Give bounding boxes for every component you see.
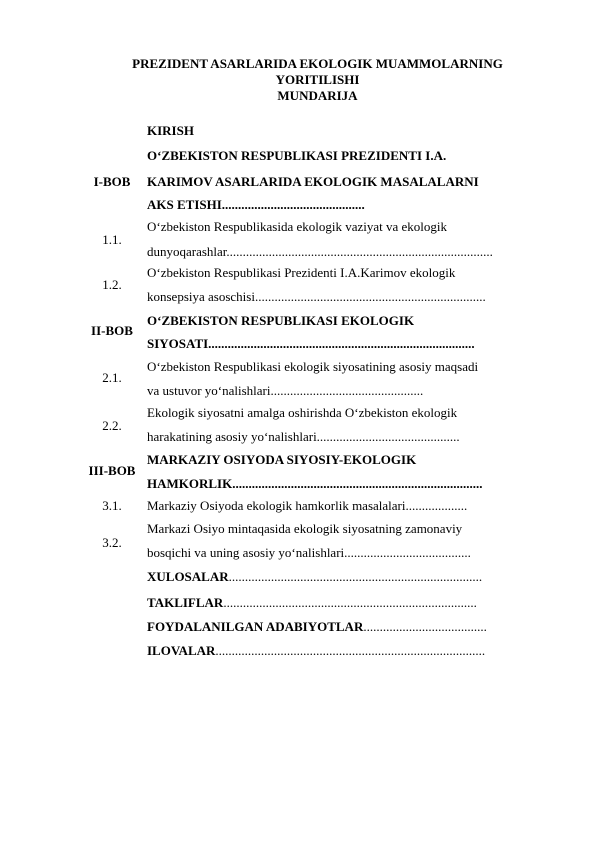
toc-bob2-line2: SIYOSATI..................................................................................: [147, 336, 475, 351]
toc-section-3-1-line1: Markaziy Osiyoda ekologik hamkorlik masalalari...................: [147, 498, 468, 513]
toc-section-2-1-line1: O‘zbekiston Respublikasi ekologik siyosatining asosiy maqsadi: [147, 359, 479, 374]
document-header: [90, 56, 545, 104]
toc-ilovalar: [147, 643, 485, 659]
toc-foydalanilgan-label: FOYDALANILGAN ADABIYOTLAR: [147, 619, 364, 634]
toc-section-1-1-line1: O‘zbekiston Respublikasida ekologik vaziyat va ekologik: [147, 219, 448, 234]
toc-section-1-2-number: 1.2.: [102, 277, 122, 292]
toc-bob1-line1: O‘ZBEKISTON RESPUBLIKASI PREZIDENTI I.A.: [147, 148, 447, 163]
toc-takliflar-label: TAKLIFLAR: [147, 595, 224, 610]
toc-xulosalar-label: XULOSALAR: [147, 569, 229, 584]
toc-bob2-line1: O‘ZBEKISTON RESPUBLIKASI EKOLOGIK: [147, 313, 415, 328]
toc-bob1-number: I-BOB: [93, 174, 131, 189]
toc-section-1-1-line2: dunyoqarashlar..................................................................................: [147, 244, 493, 259]
toc-ilovalar-label: ILOVALAR: [147, 643, 216, 658]
title-line-1: PREZIDENT ASARLARIDA EKOLOGIK MUAMMOLARNING: [132, 56, 503, 71]
title-line-2: YORITILISHI: [275, 72, 360, 87]
toc-xulosalar-dots: ..............................................................................: [228, 569, 483, 584]
toc-section-2-2-line1: Ekologik siyosatni amalga oshirishda O‘zbekiston ekologik: [147, 405, 458, 420]
toc-ilovalar-dots: ...................................................................................: [215, 643, 486, 658]
toc-section-3-1-number: 3.1.: [102, 498, 122, 513]
toc-foydalanilgan-dots: ......................................: [363, 619, 487, 634]
toc-xulosalar: [147, 569, 482, 585]
toc-bob3-line1: MARKAZIY OSIYODA SIYOSIY-EKOLOGIK: [147, 452, 417, 467]
toc-section-1-1-number: 1.1.: [102, 232, 122, 247]
toc-section-2-2-number: 2.2.: [102, 418, 122, 433]
toc-section-1-2-line2: konsepsiya asoschisi.......................................................................: [147, 289, 486, 304]
toc-bob1-line3: AKS ETISHI............................................: [147, 197, 365, 212]
toc-section-2-1-line2: va ustuvor yo‘nalishlari...............................................: [147, 383, 424, 398]
toc-section-3-2-line2: bosqichi va uning asosiy yo‘nalishlari.......................................: [147, 545, 471, 560]
toc-heading: MUNDARIJA: [277, 88, 358, 103]
toc-kirish: KIRISH: [147, 123, 194, 138]
toc-section-2-1-number: 2.1.: [102, 370, 122, 385]
toc-bob2-number: II-BOB: [91, 323, 133, 338]
toc-section-1-2-line1: O‘zbekiston Respublikasi Prezidenti I.A.Karimov ekologik: [147, 265, 456, 280]
toc-bob3-number: III-BOB: [88, 463, 136, 478]
toc-section-3-2-line1: Markazi Osiyo mintaqasida ekologik siyosatning zamonaviy: [147, 521, 463, 536]
toc-foydalanilgan: [147, 619, 487, 635]
toc-takliflar-dots: ..............................................................................: [223, 595, 477, 610]
toc-bob3-line2: HAMKORLIK.............................................................................: [147, 476, 483, 491]
toc-section-3-2-number: 3.2.: [102, 535, 122, 550]
toc-takliflar: [147, 595, 477, 611]
toc-section-2-2-line2: harakatining asosiy yo‘nalishlari............................................: [147, 429, 460, 444]
toc-bob1-line2: KARIMOV ASARLARIDA EKOLOGIK MASALALARNI: [147, 174, 479, 189]
